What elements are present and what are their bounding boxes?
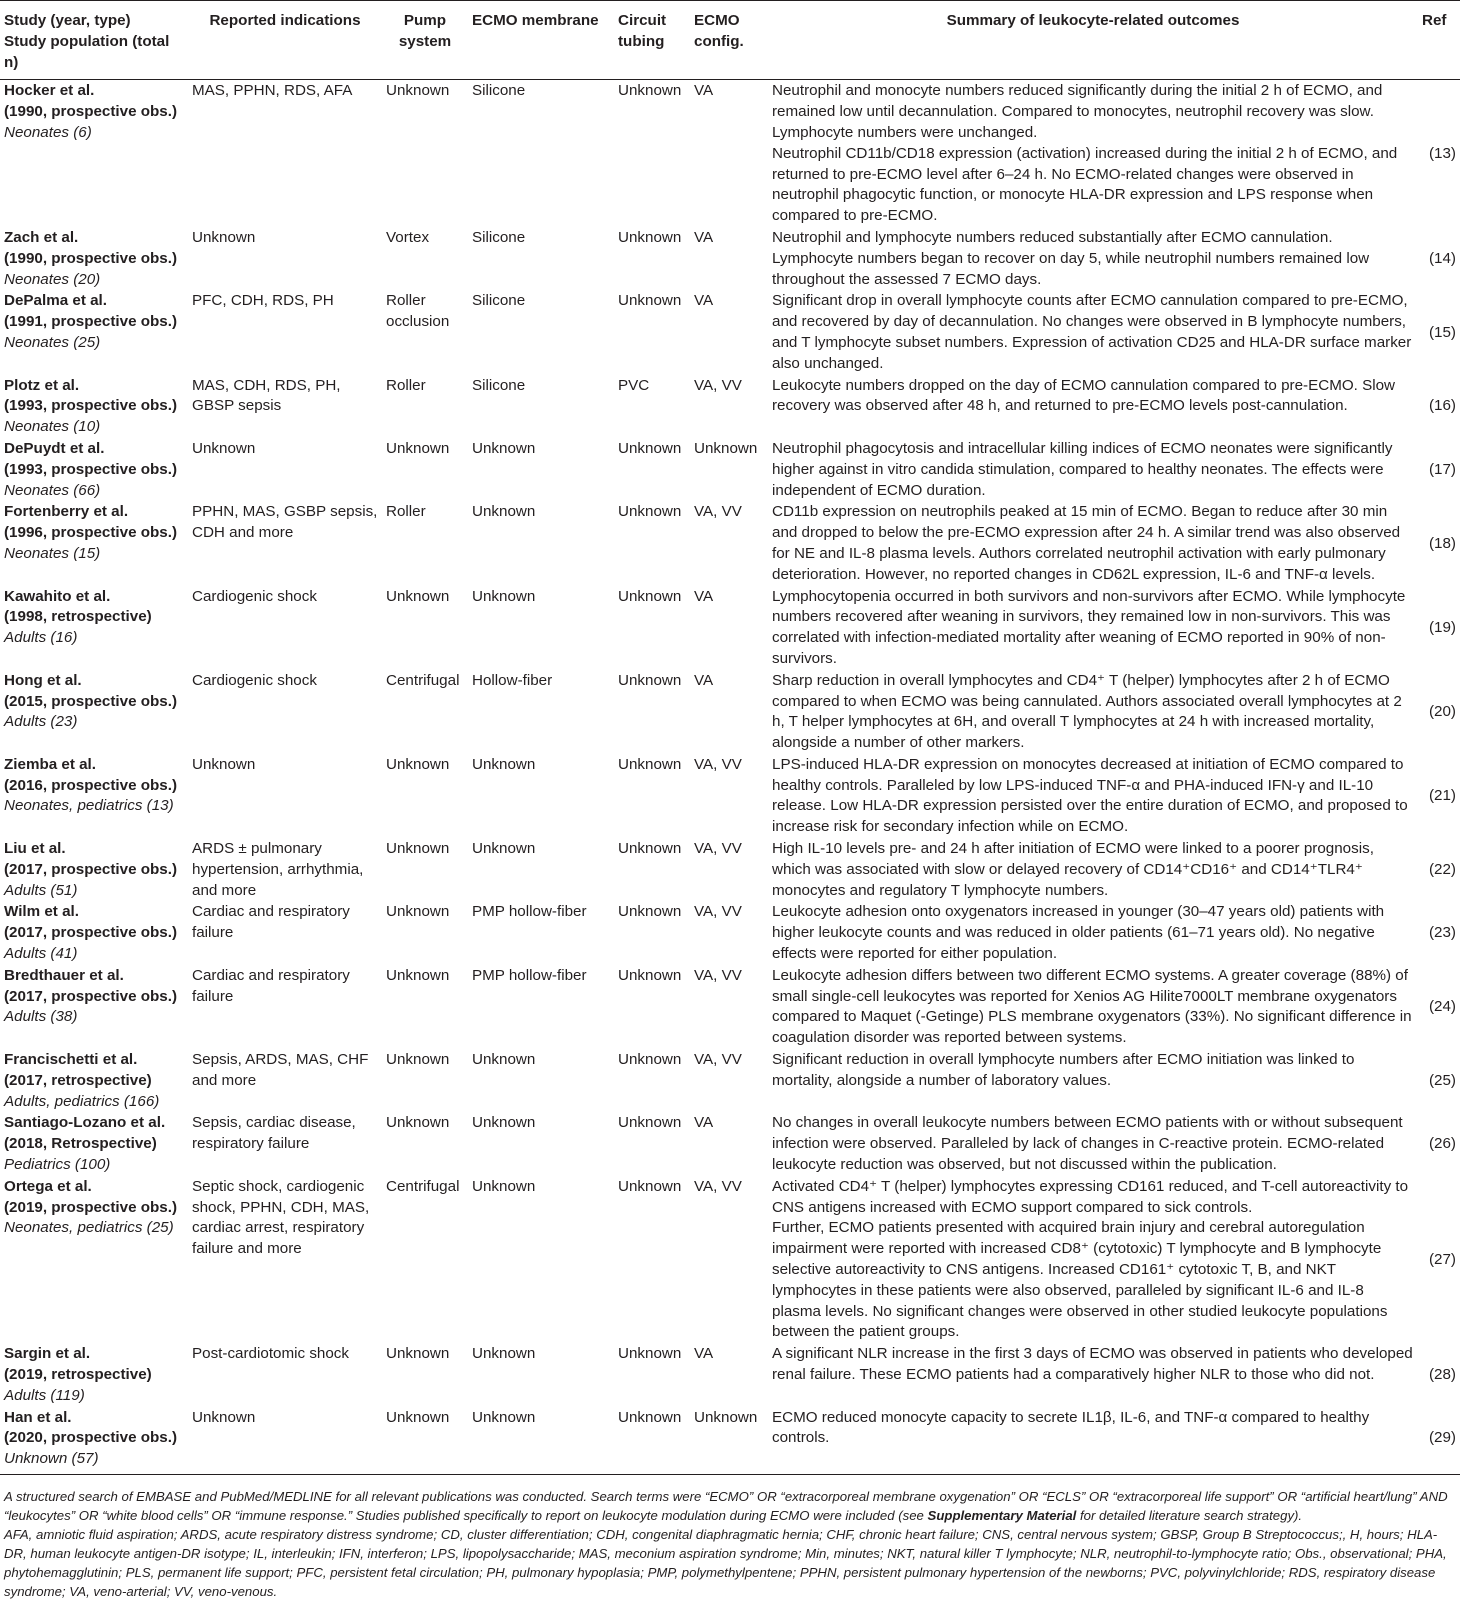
study-detail: (1993, prospective obs.): [4, 397, 178, 415]
circuit-cell: Unknown: [618, 228, 682, 246]
config-cell: VA, VV: [694, 1177, 742, 1195]
ref-cell: (18): [1428, 534, 1456, 552]
header-membrane: ECMO membrane: [468, 1, 614, 80]
ref-cell: (14): [1428, 249, 1456, 267]
table-row: [0, 901, 1460, 964]
membrane-cell: Silicone: [472, 228, 526, 246]
study-pop: Adults (16): [4, 629, 78, 647]
ref-cell: (16): [1428, 397, 1456, 415]
summary-cell: [768, 1112, 1418, 1175]
ref-cell: (20): [1428, 702, 1456, 720]
pump-cell: Unknown: [386, 903, 450, 921]
config-cell: VA: [694, 671, 714, 689]
summary-paragraph: Further, ECMO patients presented with acquired brain injury and cerebral autoregulation impairment were reported with increased CD8⁺ (cytotoxic) T lymphocyte and B lymphocyte selective autoreactivity to CNS antigens. Increased CD161⁺ cytotoxic T, B, and NKT lymphocytes in these patients were also observed, paralleled by significant IL-6 and IL-8 plasma levels. No significant changes were observed in other studied leukocyte populations between the patient groups.: [772, 1219, 1388, 1341]
config-cell: VA, VV: [694, 903, 742, 921]
summary-cell: [768, 670, 1418, 754]
membrane-cell: Unknown: [472, 755, 536, 773]
summary-cell: [768, 227, 1418, 290]
summary-cell: [768, 1176, 1418, 1343]
study-cell: [0, 290, 188, 374]
circuit-cell: Unknown: [618, 1345, 682, 1363]
summary-paragraph: Leukocyte adhesion onto oxygenators increased in younger (30–47 years old) patients with higher leukocyte counts and was reduced in older patients (61–71 years old). No negative effects were reported for either population.: [772, 903, 1385, 963]
header-summary: Summary of leukocyte-related outcomes: [768, 1, 1418, 80]
summary-paragraph: Leukocyte adhesion differs between two different ECMO systems. A greater coverage (88%) of small single-cell leukocytes was reported for Xenios AG Hilite7000LT membrane oxygenators compared to Maquet (-Getinge) PLS membrane oxygenators (33%). No significant difference in coagulation disorder was reported between systems.: [772, 966, 1412, 1047]
study-detail: (1990, prospective obs.): [4, 103, 178, 121]
config-cell: VA: [694, 82, 714, 100]
ref-cell: (24): [1428, 998, 1456, 1016]
study-pop: Pediatrics (100): [4, 1156, 111, 1174]
study-pop: Neonates, pediatrics (25): [4, 1219, 174, 1237]
pump-cell: Unknown: [386, 1345, 450, 1363]
summary-cell: [768, 838, 1418, 901]
pump-cell: Unknown: [386, 755, 450, 773]
config-cell: VA: [694, 228, 714, 246]
indications-cell: Unknown: [192, 439, 256, 457]
membrane-cell: Hollow-fiber: [472, 671, 553, 689]
circuit-cell: Unknown: [618, 439, 682, 457]
study-detail: (2020, prospective obs.): [4, 1429, 178, 1447]
summary-paragraph: Significant drop in overall lymphocyte counts after ECMO cannulation compared to pre-ECMO, and recovered by day of decannulation. No changes were observed in B lymphocyte numbers, and T lymphocyte subset numbers. Expression of activation CD25 and HLA-DR surface marker also unchanged.: [772, 292, 1412, 372]
table-row: [0, 1049, 1460, 1112]
summary-cell: [768, 80, 1418, 227]
indications-cell: Cardiac and respiratory failure: [192, 966, 350, 1005]
study-pop: Adults, pediatrics (166): [4, 1092, 160, 1110]
membrane-cell: Unknown: [472, 1345, 536, 1363]
summary-cell: [768, 501, 1418, 585]
study-pop: Neonates (25): [4, 333, 101, 351]
summary-paragraph: Significant reduction in overall lymphocyte numbers after ECMO initiation was linked to mortality, alongside a number of laboratory values.: [772, 1051, 1355, 1089]
pump-cell: Roller occlusion: [386, 292, 450, 331]
indications-cell: PPHN, MAS, GSBP sepsis, CDH and more: [192, 503, 378, 542]
study-name: Santiago-Lozano et al.: [4, 1114, 166, 1132]
ref-cell: (22): [1428, 860, 1456, 878]
circuit-cell: Unknown: [618, 671, 682, 689]
study-cell: [0, 670, 188, 754]
indications-cell: Cardiogenic shock: [192, 587, 317, 605]
study-name: Wilm et al.: [4, 903, 79, 921]
pump-cell: Centrifugal: [386, 1177, 460, 1195]
study-detail: (2015, prospective obs.): [4, 692, 178, 710]
table-row: [0, 1343, 1460, 1406]
header-indications: Reported indications: [188, 1, 382, 80]
indications-cell: MAS, CDH, RDS, PH, GBSP sepsis: [192, 376, 341, 415]
summary-cell: [768, 1049, 1418, 1112]
study-detail: (1996, prospective obs.): [4, 524, 178, 542]
circuit-cell: PVC: [618, 376, 650, 394]
membrane-cell: Silicone: [472, 82, 526, 100]
table-row: [0, 80, 1460, 227]
summary-paragraph: ECMO reduced monocyte capacity to secrete IL1β, IL-6, and TNF-α compared to healthy controls.: [772, 1408, 1370, 1447]
config-cell: VA: [694, 1114, 714, 1132]
study-name: Bredthauer et al.: [4, 966, 124, 984]
study-name: Hocker et al.: [4, 82, 95, 100]
indications-cell: ARDS ± pulmonary hypertension, arrhythmia, and more: [192, 840, 364, 899]
summary-paragraph: Activated CD4⁺ T (helper) lymphocytes expressing CD161 reduced, and T-cell autoreactivity to CNS antigens increased with ECMO support compared to sick controls.: [772, 1177, 1409, 1216]
circuit-cell: Unknown: [614, 1407, 690, 1475]
header-pump: Pump system: [382, 1, 468, 80]
pump-cell: Unknown: [382, 1407, 468, 1475]
study-pop: Neonates (20): [4, 270, 101, 288]
summary-cell: [768, 754, 1418, 838]
config-cell: VA, VV: [694, 966, 742, 984]
config-cell: VA, VV: [694, 503, 742, 521]
study-pop: Adults (119): [4, 1386, 85, 1404]
pump-cell: Centrifugal: [386, 671, 460, 689]
pump-cell: Unknown: [386, 840, 450, 858]
ref-cell: (13): [1428, 144, 1456, 162]
footnote-search: A structured search of EMBASE and PubMed/MEDLINE for all relevant publications was conducted. Search terms were “ECMO” OR “extracorporeal membrane oxygenation” OR “ECLS” OR “extracorporeal life support” OR “artificial heart/lung” AND “leukocytes” OR “white blood cells” OR “immune response.” Studies published specifically to report on leukocyte modulation during ECMO were included (see Supplementary Material for detailed literature search strategy).: [4, 1488, 1448, 1523]
table-row: [0, 227, 1460, 290]
study-name: Hong et al.: [4, 671, 82, 689]
study-pop: Neonates (10): [4, 418, 101, 436]
study-cell: [0, 1343, 188, 1406]
membrane-cell: PMP hollow-fiber: [472, 903, 587, 921]
ref-cell: (26): [1428, 1135, 1456, 1153]
circuit-cell: Unknown: [618, 840, 682, 858]
table-row: [0, 965, 1460, 1049]
config-cell: VA: [694, 1345, 714, 1363]
pump-cell: Unknown: [386, 587, 450, 605]
membrane-cell: Silicone: [472, 292, 526, 310]
circuit-cell: Unknown: [618, 903, 682, 921]
membrane-cell: Unknown: [472, 439, 536, 457]
study-cell: [0, 1049, 188, 1112]
pump-cell: Unknown: [386, 1051, 450, 1069]
study-name: Sargin et al.: [4, 1345, 91, 1363]
membrane-cell: Unknown: [472, 1051, 536, 1069]
circuit-cell: Unknown: [618, 1051, 682, 1069]
summary-cell: [768, 901, 1418, 964]
summary-paragraph: High IL-10 levels pre- and 24 h after initiation of ECMO were linked to a poorer prognosis, which was associated with slow or delayed recovery of CD14⁺CD16⁺ and CD14⁺TLR4⁺ monocytes and regulatory T lymphocyte numbers.: [772, 840, 1374, 899]
study-cell: [0, 501, 188, 585]
ref-cell: (17): [1428, 460, 1456, 478]
circuit-cell: Unknown: [618, 1114, 682, 1132]
table-row: [0, 838, 1460, 901]
table-body: [0, 80, 1460, 1475]
indications-cell: Septic shock, cardiogenic shock, PPHN, CDH, MAS, cardiac arrest, respiratory failure and more: [192, 1177, 370, 1258]
study-name: DePuydt et al.: [4, 439, 105, 457]
table-row: [0, 670, 1460, 754]
study-detail: (2019, prospective obs.): [4, 1198, 178, 1216]
study-detail: (2016, prospective obs.): [4, 776, 178, 794]
config-cell: Unknown: [690, 1407, 768, 1475]
ref-cell: (25): [1428, 1071, 1456, 1089]
study-name: Plotz et al.: [4, 376, 80, 394]
circuit-cell: Unknown: [618, 755, 682, 773]
summary-cell: [768, 375, 1418, 438]
study-name: Han et al.: [4, 1408, 72, 1426]
table-row: [0, 501, 1460, 585]
circuit-cell: Unknown: [618, 966, 682, 984]
config-cell: VA, VV: [694, 840, 742, 858]
study-name: Fortenberry et al.: [4, 503, 129, 521]
ref-cell: (29): [1418, 1407, 1460, 1475]
header-circuit: Circuit tubing: [614, 1, 690, 80]
summary-cell: [768, 438, 1418, 501]
membrane-cell: Unknown: [472, 587, 536, 605]
membrane-cell: Unknown: [472, 1114, 536, 1132]
ref-cell: (15): [1428, 323, 1456, 341]
circuit-cell: Unknown: [618, 292, 682, 310]
study-name: DePalma et al.: [4, 292, 107, 310]
table-row: [0, 754, 1460, 838]
summary-paragraph: Sharp reduction in overall lymphocytes and CD4⁺ T (helper) lymphocytes after 2 h of ECMO compared to when ECMO was being cannulated. Authors associated overall lymphocytes at 2 h, T helper lymphocytes at 6H, and overall T lymphocytes at 24 h with increased mortality, alongside a number of other markers.: [772, 671, 1402, 752]
study-detail: (2019, retrospective): [4, 1366, 152, 1383]
study-cell: [0, 80, 188, 227]
study-cell: [0, 1407, 188, 1475]
study-cell: [0, 586, 188, 670]
indications-cell: PFC, CDH, RDS, PH: [192, 292, 334, 310]
header-ref: Ref: [1418, 1, 1460, 80]
summary-paragraph: A significant NLR increase in the first 3 days of ECMO was observed in patients who developed renal failure. These ECMO patients had a comparatively higher NLR to those who did not.: [772, 1345, 1413, 1383]
study-detail: (1998, retrospective): [4, 608, 152, 626]
table-row: [0, 1407, 1460, 1475]
study-detail: (2017, retrospective): [4, 1071, 152, 1089]
table-row: [0, 375, 1460, 438]
study-name: Liu et al.: [4, 840, 66, 858]
study-cell: [0, 754, 188, 838]
config-cell: VA, VV: [694, 755, 742, 773]
pump-cell: Unknown: [386, 439, 450, 457]
table-row: [0, 1112, 1460, 1175]
pump-cell: Roller: [386, 503, 426, 521]
indications-cell: Sepsis, ARDS, MAS, CHF and more: [192, 1051, 369, 1089]
indications-cell: Unknown: [188, 1407, 382, 1475]
summary-paragraph: Neutrophil CD11b/CD18 expression (activation) increased during the initial 2 h of ECMO, and returned to pre-ECMO level after 6–24 h. No ECMO-related changes were observed in neutrophil phagocytic function, or monocyte HLA-DR expression and LPS response when compared to pre-ECMO.: [772, 144, 1398, 225]
pump-cell: Unknown: [386, 82, 450, 100]
study-cell: [0, 375, 188, 438]
pump-cell: Unknown: [386, 966, 450, 984]
study-detail: (2018, Retrospective): [4, 1135, 157, 1153]
study-pop: Adults (23): [4, 713, 78, 731]
indications-cell: Unknown: [192, 755, 256, 773]
indications-cell: Cardiac and respiratory failure: [192, 903, 350, 942]
membrane-cell: Unknown: [472, 503, 536, 521]
study-cell: [0, 1112, 188, 1175]
study-cell: [0, 1176, 188, 1343]
ref-cell: (27): [1428, 1250, 1456, 1268]
summary-cell: [768, 290, 1418, 374]
indications-cell: Post-cardiotomic shock: [192, 1345, 349, 1363]
table-footnote: [0, 1475, 1460, 1601]
study-pop: Adults (41): [4, 945, 78, 963]
circuit-cell: Unknown: [618, 1177, 682, 1195]
study-cell: [0, 438, 188, 501]
supplementary-link[interactable]: Supplementary Material: [927, 1507, 1077, 1523]
config-cell: VA: [694, 587, 714, 605]
membrane-cell: PMP hollow-fiber: [472, 966, 587, 984]
summary-paragraph: LPS-induced HLA-DR expression on monocytes decreased at initiation of ECMO compared to healthy controls. Paralleled by low LPS-induced TNF-α and PHA-induced IFN-γ and IL-10 release. Low HLA-DR expression persisted over the entire duration of ECMO, and proposed to increase risk for secondary infection while on ECMO.: [772, 755, 1408, 836]
study-name: Ortega et al.: [4, 1177, 92, 1195]
study-detail: (2017, prospective obs.): [4, 987, 178, 1005]
study-detail: (1993, prospective obs.): [4, 460, 178, 478]
study-detail: (2017, prospective obs.): [4, 860, 178, 878]
membrane-cell: Silicone: [472, 376, 526, 394]
ref-cell: (19): [1428, 618, 1456, 636]
membrane-cell: Unknown: [472, 840, 536, 858]
summary-cell: [768, 1343, 1418, 1406]
study-detail: (1990, prospective obs.): [4, 249, 178, 267]
table-row: [0, 1176, 1460, 1343]
study-name: Kawahito et al.: [4, 587, 111, 605]
membrane-cell: Unknown: [468, 1407, 614, 1475]
config-cell: VA, VV: [694, 376, 742, 394]
table-row: [0, 586, 1460, 670]
summary-cell: [768, 586, 1418, 670]
footnote-abbreviations: AFA, amniotic fluid aspiration; ARDS, acute respiratory distress syndrome; CD, cluster differentiation; CDH, congenital diaphragmatic hernia; CHF, chronic heart failure; CNS, central nervous system; GBSP, Group B Streptococcus;, H, hours; HLA-DR, human leukocyte antigen-DR isotype; IL, interleukin; IFN, interferon; LPS, lipopolysaccharide; MAS, meconium aspiration syndrome; Min, minutes; NKT, natural killer T lymphocyte; NLR, neutrophil-to-lymphocyte ratio; Obs., observational; PHA, phytohemagglutinin; PLS, permanent life support; PFC, persistent fetal circulation; PH, pulmonary hypoplasia; PMP, polymethylpentene; PPHN, persistent pulmonary hypertension of the newborns; PVC, polyvinylchloride; RDS, respiratory disease syndrome; VA, veno-arterial; VV, veno-venous.: [4, 1526, 1447, 1599]
study-cell: [0, 901, 188, 964]
summary-cell: [768, 965, 1418, 1049]
indications-cell: Sepsis, cardiac disease, respiratory failure: [192, 1114, 356, 1153]
summary-paragraph: No changes in overall leukocyte numbers between ECMO patients with or without subsequent infection were observed. Paralleled by lack of changes in C-reactive protein. ECMO-related leukocyte reduction was observed, but not discussed within the publication.: [772, 1114, 1403, 1174]
pump-cell: Roller: [386, 376, 426, 394]
circuit-cell: Unknown: [618, 82, 682, 100]
study-pop: Neonates (66): [4, 481, 101, 499]
summary-paragraph: Neutrophil and monocyte numbers reduced significantly during the initial 2 h of ECMO, and remained low until decannulation. Compared to monocytes, neutrophil recovery was slow. Lymphocyte numbers were unchanged.: [772, 82, 1383, 141]
study-pop: Adults (38): [4, 1008, 78, 1026]
table-header-row: [0, 1, 1460, 80]
indications-cell: Cardiogenic shock: [192, 671, 317, 689]
study-detail: (2017, prospective obs.): [4, 924, 178, 942]
study-cell: [0, 227, 188, 290]
summary-paragraph: CD11b expression on neutrophils peaked at 15 min of ECMO. Began to reduce after 30 min and dropped to below the pre-ECMO expression after 24 h. A similar trend was also observed for NE and IL-8 plasma levels. Authors correlated neutrophil activation with early pulmonary deterioration. However, no reported changes in CD62L expression, IL-6 and TNF-α levels.: [772, 503, 1401, 583]
ref-cell: (23): [1428, 924, 1456, 942]
study-pop: Adults (51): [4, 881, 78, 899]
study-detail: (1991, prospective obs.): [4, 313, 178, 331]
config-cell: VA: [694, 292, 714, 310]
circuit-cell: Unknown: [618, 503, 682, 521]
study-cell: [0, 965, 188, 1049]
study-pop: Unknown (57): [4, 1450, 99, 1468]
study-pop: Neonates (15): [4, 544, 101, 562]
table-row: [0, 290, 1460, 374]
summary-paragraph: Lymphocytopenia occurred in both survivors and non-survivors after ECMO. While lymphocyte numbers recovered after weaning in survivors, they remained low in non-survivors. This was correlated with infection-mediated mortality after weaning of ECMO reported in 90% of non-survivors.: [772, 587, 1406, 667]
study-pop: Neonates (6): [4, 123, 92, 141]
study-cell: [0, 838, 188, 901]
pump-cell: Vortex: [386, 228, 430, 246]
header-config: ECMO config.: [690, 1, 768, 80]
membrane-cell: Unknown: [472, 1177, 536, 1195]
study-pop: Neonates, pediatrics (13): [4, 797, 174, 815]
ref-cell: (21): [1428, 787, 1456, 805]
summary-cell: [768, 1407, 1418, 1475]
header-study: Study (year, type) Study population (total n): [0, 1, 188, 80]
study-name: Zach et al.: [4, 228, 79, 246]
circuit-cell: Unknown: [618, 587, 682, 605]
config-cell: Unknown: [694, 439, 758, 457]
ref-cell: (28): [1428, 1366, 1456, 1383]
study-name: Ziemba et al.: [4, 755, 97, 773]
study-name: Francischetti et al.: [4, 1051, 138, 1069]
summary-paragraph: Leukocyte numbers dropped on the day of ECMO cannulation compared to pre-ECMO. Slow recovery was observed after 48 h, and returned to pre-ECMO levels post-cannulation.: [772, 376, 1396, 415]
indications-cell: MAS, PPHN, RDS, AFA: [192, 82, 353, 100]
summary-paragraph: Neutrophil phagocytosis and intracellular killing indices of ECMO neonates were significantly higher against in vitro candida stimulation, compared to healthy neonates. The effects were independent of ECMO duration.: [772, 439, 1393, 499]
indications-cell: Unknown: [192, 228, 256, 246]
summary-paragraph: Neutrophil and lymphocyte numbers reduced substantially after ECMO cannulation. Lymphocyte numbers began to recover on day 5, while neutrophil numbers remained low throughout the assessed 7 ECMO days.: [772, 228, 1370, 288]
table-row: [0, 438, 1460, 501]
pump-cell: Unknown: [386, 1114, 450, 1132]
config-cell: VA, VV: [694, 1051, 742, 1069]
